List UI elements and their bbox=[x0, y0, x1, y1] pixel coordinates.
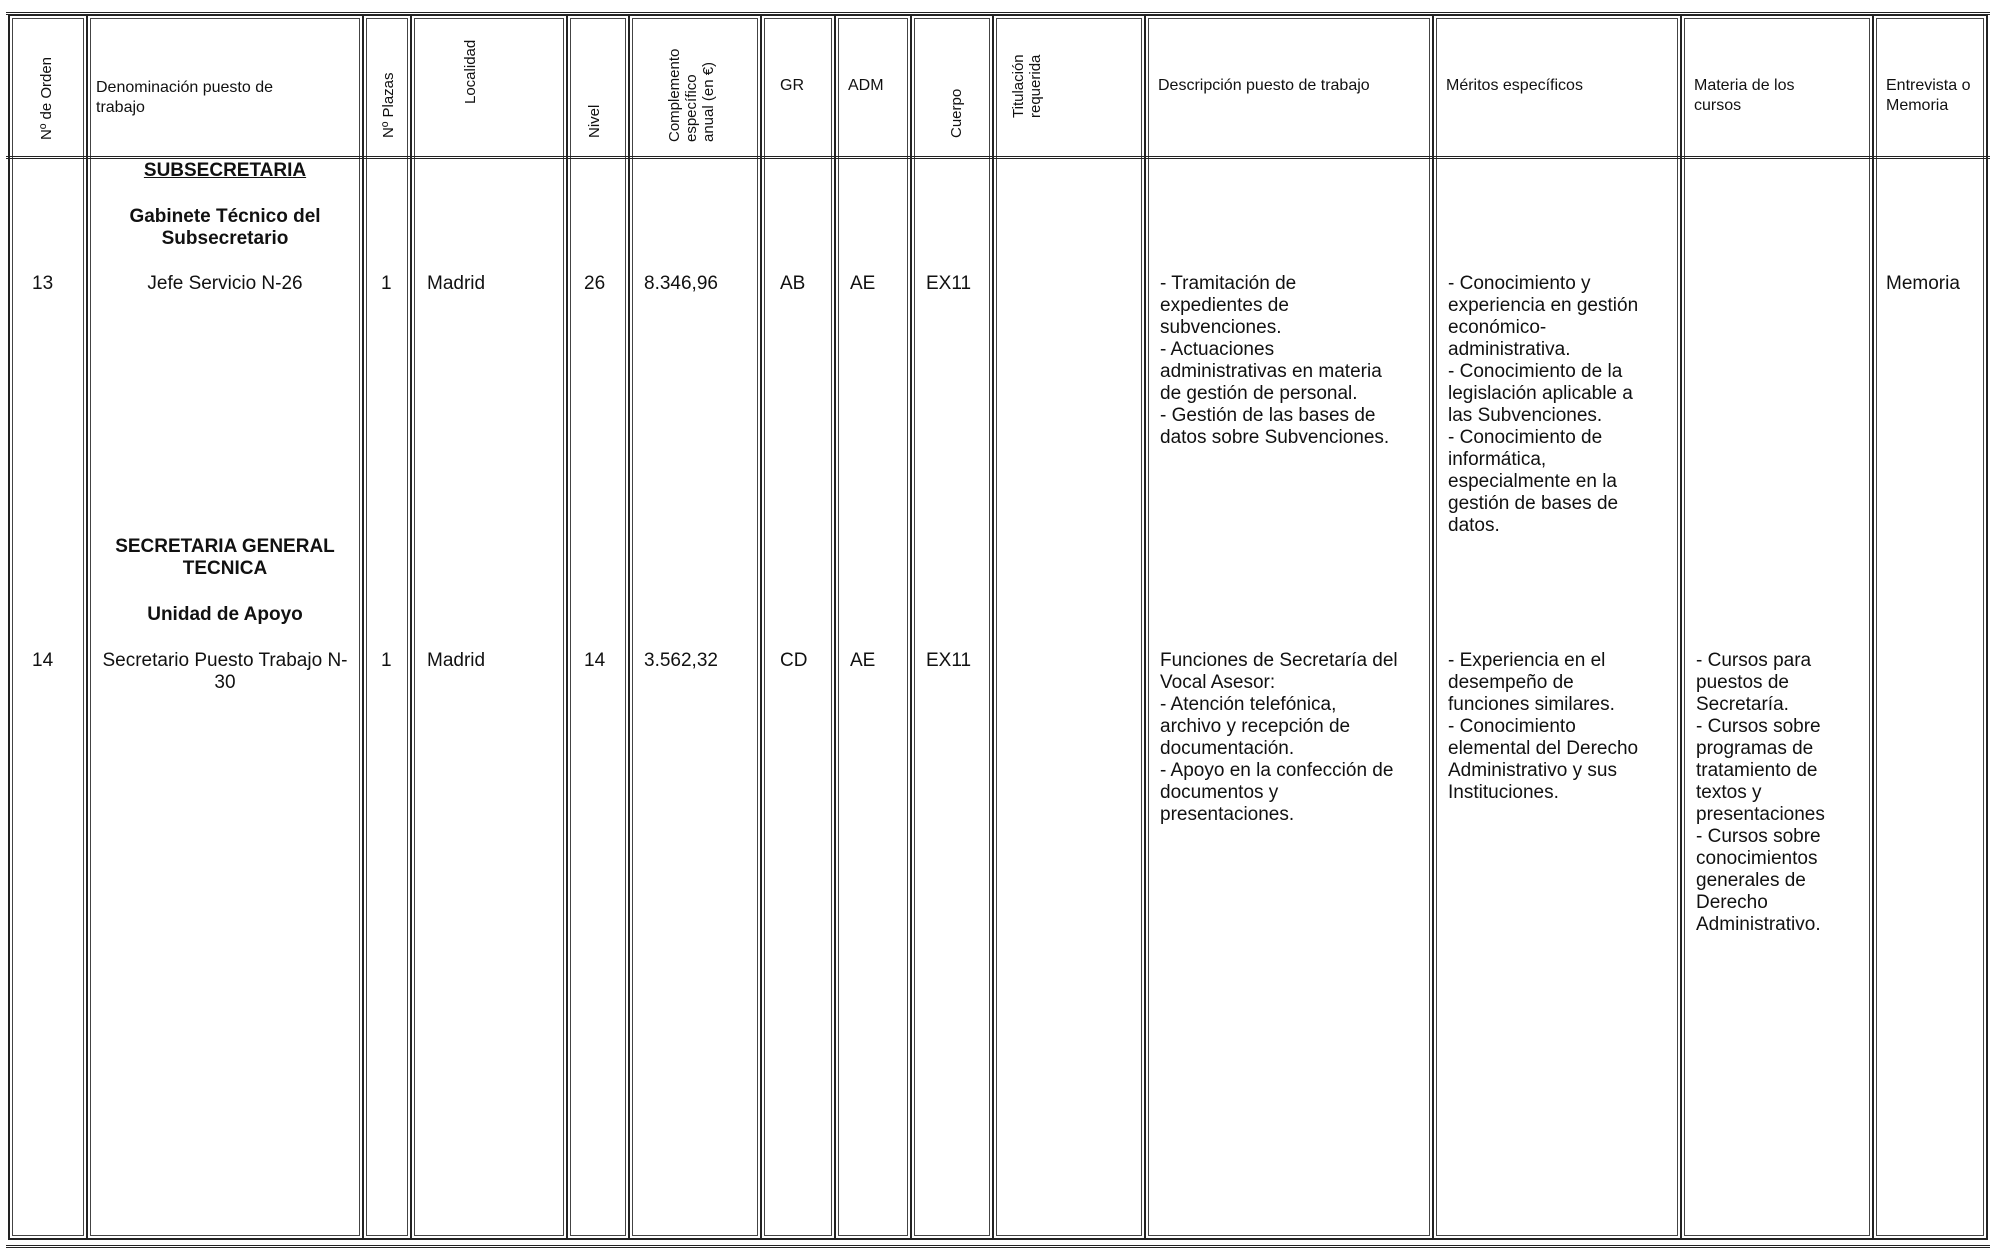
row14-complemento: 3.562,32 bbox=[644, 650, 718, 671]
col-materia bbox=[1680, 14, 1874, 1240]
col-denominacion bbox=[86, 14, 364, 1240]
row13-adm: AE bbox=[850, 273, 876, 294]
row13-localidad: Madrid bbox=[427, 273, 486, 294]
row14-cuerpo: EX11 bbox=[926, 650, 972, 671]
header-gr: GR bbox=[780, 77, 804, 94]
header-descripcion: Descripción puesto de trabajo bbox=[1158, 77, 1370, 94]
header-denominacion: Denominación puesto de trabajo bbox=[96, 79, 274, 116]
row14-gr: CD bbox=[780, 650, 808, 671]
section-subsecretaria: SUBSECRETARIA bbox=[143, 160, 307, 181]
col-descripcion bbox=[1144, 14, 1434, 1240]
row13-gr: AB bbox=[780, 273, 806, 294]
header-entrevista: Entrevista o Memoria bbox=[1886, 77, 1971, 114]
col-adm bbox=[834, 14, 912, 1240]
col-entrevista bbox=[1872, 14, 1988, 1240]
row13-descripcion: - Tramitación de expedientes de subvenciones. - Actuaciones administrativas en materia de gestión de personal. - Gestión de las bases de datos sobre Subvenciones. bbox=[1160, 273, 1390, 448]
col-meritos bbox=[1432, 14, 1682, 1240]
row13-orden: 13 bbox=[32, 273, 54, 294]
section-unidad: Unidad de Apoyo bbox=[147, 604, 303, 625]
row14-meritos: - Experiencia en el desempeño de funciones similares. - Conocimiento elemental del Derecho Administrativo y sus Instituciones. bbox=[1448, 650, 1639, 803]
row13-cuerpo: EX11 bbox=[926, 273, 972, 294]
row13-nivel: 26 bbox=[584, 273, 606, 294]
col-nivel bbox=[566, 14, 630, 1240]
header-complemento bbox=[666, 49, 717, 142]
header-titulacion bbox=[1010, 54, 1044, 118]
col-plazas bbox=[362, 14, 412, 1240]
col-orden bbox=[8, 14, 88, 1240]
col-cuerpo bbox=[910, 14, 994, 1240]
row14-plazas: 1 bbox=[381, 650, 392, 671]
header-orden: Nº de Orden bbox=[38, 56, 55, 140]
row14-adm: AE bbox=[850, 650, 876, 671]
col-localidad bbox=[410, 14, 568, 1240]
col-titulacion bbox=[992, 14, 1146, 1240]
section-gabinete: Gabinete Técnico del Subsecretario bbox=[129, 206, 321, 249]
row13-complemento: 8.346,96 bbox=[644, 273, 718, 294]
row13-entrevista: Memoria bbox=[1886, 273, 1960, 294]
header-localidad: Localidad bbox=[462, 39, 479, 104]
row14-descripcion: Funciones de Secretaría del Vocal Asesor: - Atención telefónica, archivo y recepción de documentación. - Apoyo en la confección de documentos y presentaciones. bbox=[1160, 650, 1398, 825]
header-meritos: Méritos específicos bbox=[1446, 77, 1583, 94]
header-materia: Materia de los cursos bbox=[1694, 77, 1795, 114]
col-complemento bbox=[628, 14, 762, 1240]
row14-localidad: Madrid bbox=[427, 650, 486, 671]
row14-orden: 14 bbox=[32, 650, 54, 671]
header-cuerpo: Cuerpo bbox=[948, 88, 965, 138]
header-titulacion-text: Titulación requerida bbox=[1010, 54, 1044, 118]
row13-plazas: 1 bbox=[381, 273, 392, 294]
header-separator bbox=[6, 156, 1990, 159]
row13-meritos: - Conocimiento y experiencia en gestión económico- administrativa. - Conocimiento de la legislación aplicable a las Subvenciones. - Conocimiento de informática, especialmente en la gestión de bases de datos. bbox=[1448, 273, 1639, 536]
row13-denominacion: Jefe Servicio N-26 bbox=[147, 273, 303, 294]
row14-denominacion: Secretario Puesto Trabajo N-30 bbox=[102, 650, 348, 693]
section-sgt: SECRETARIA GENERAL TECNICA bbox=[115, 536, 335, 579]
row14-nivel: 14 bbox=[584, 650, 606, 671]
row14-materia: - Cursos para puestos de Secretaría. - Cursos sobre programas de tratamiento de textos y presentaciones - Cursos sobre conocimientos generales de Derecho Administrativo. bbox=[1696, 650, 1825, 935]
header-adm: ADM bbox=[848, 77, 884, 94]
header-plazas: Nº Plazas bbox=[380, 72, 397, 138]
header-complemento-text: Complemento específico anual (en €) bbox=[666, 48, 717, 142]
header-nivel: Nivel bbox=[586, 104, 603, 138]
col-gr bbox=[760, 14, 836, 1240]
